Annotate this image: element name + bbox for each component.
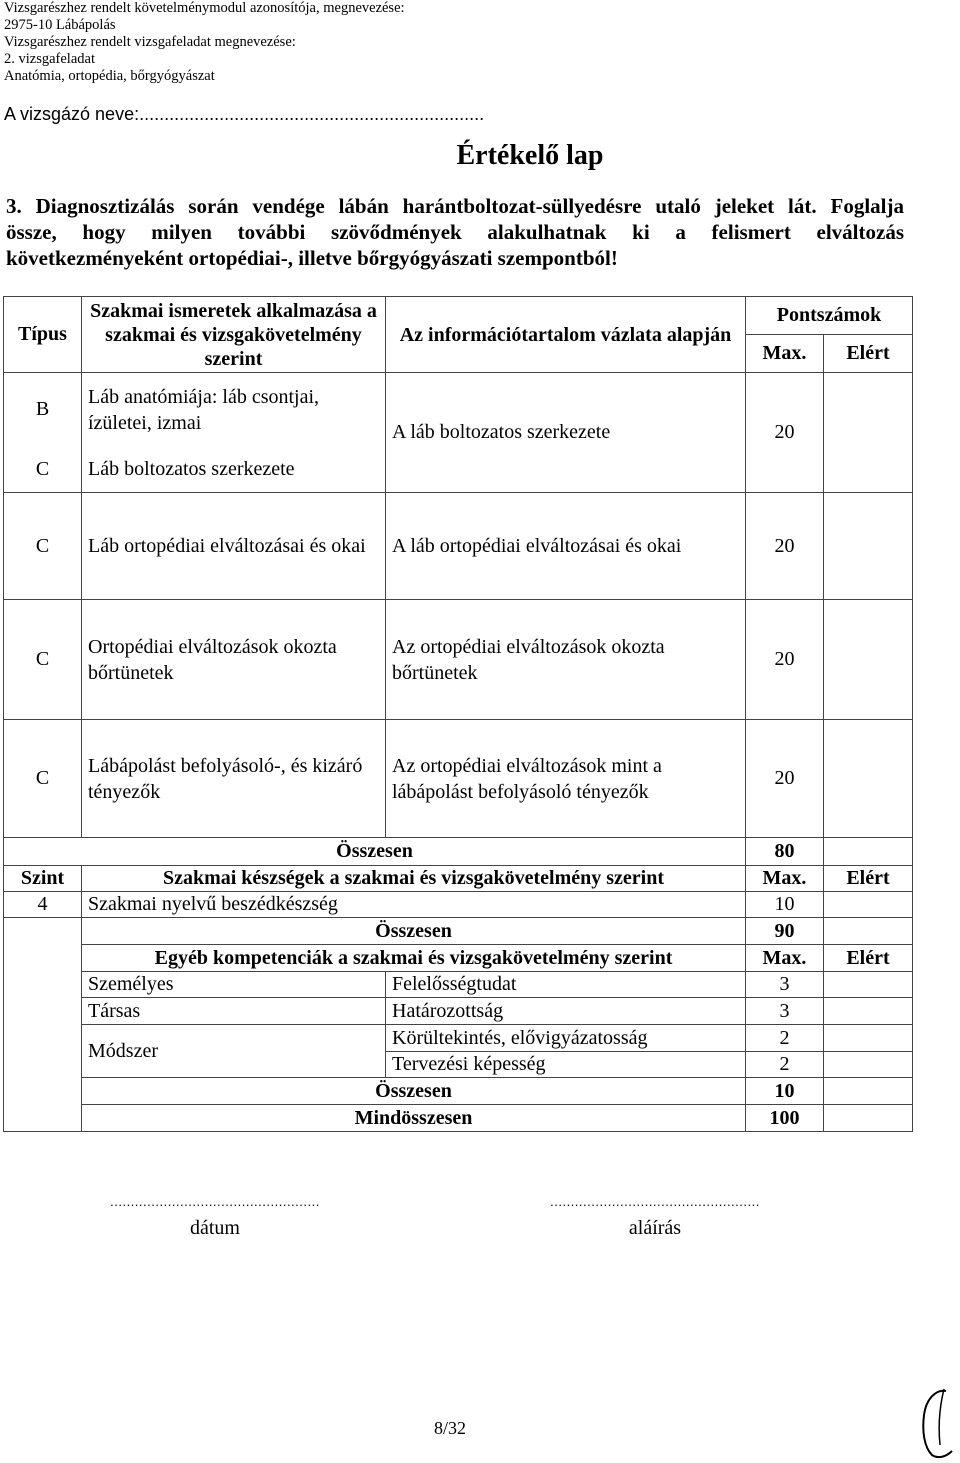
- total-label: Összesen: [4, 838, 746, 866]
- competence-achieved: [824, 1025, 913, 1052]
- row-type: B: [4, 373, 82, 447]
- competence-max: 2: [746, 1052, 824, 1078]
- head-max: Max.: [746, 335, 824, 373]
- total-achieved: [824, 838, 913, 866]
- total-value: 80: [746, 838, 824, 866]
- row-achieved: [824, 373, 913, 493]
- row-type: C: [4, 600, 82, 720]
- competence-max-head: Max.: [746, 945, 824, 972]
- competence-group: Társas: [82, 998, 386, 1025]
- blank-cell: [4, 1025, 82, 1052]
- row-type: C: [4, 447, 82, 493]
- grand-total-row: [4, 1105, 913, 1132]
- skills-achieved: [824, 892, 913, 918]
- row-content: Az ortopédiai elváltozások okozta bőrtünetek: [386, 600, 746, 720]
- row-knowledge: Láb ortopédiai elváltozásai és okai: [82, 493, 386, 600]
- total-row: [4, 838, 913, 866]
- row-type: C: [4, 720, 82, 838]
- skills-title: Szakmai készségek a szakmai és vizsgakövetelmény szerint: [82, 866, 746, 892]
- evaluation-table: [3, 296, 913, 1132]
- competence-item: Felelősségtudat: [386, 972, 746, 998]
- head-points: Pontszámok: [746, 297, 913, 335]
- total-row: [4, 1078, 913, 1105]
- row-achieved: [824, 600, 913, 720]
- blank-cell: [4, 945, 82, 972]
- row-knowledge: Lábápolást befolyásoló-, és kizáró tényezők: [82, 720, 386, 838]
- task-line: következményeként ortopédiai-, illetve bőrgyógyászati szempontból!: [6, 246, 618, 270]
- page-number: 8/32: [433, 1418, 466, 1438]
- blank-cell: [4, 998, 82, 1025]
- table-row: [4, 972, 913, 998]
- grand-total-achieved: [824, 1105, 913, 1132]
- task-line: össze, hogy milyen további szövődmények alakulhatnak ki a felismert elváltozás: [6, 220, 904, 244]
- blank-cell: [4, 1078, 82, 1105]
- competence-group: Személyes: [82, 972, 386, 998]
- row-content: A láb boltozatos szerkezete: [386, 373, 746, 493]
- document-header: [4, 0, 405, 85]
- task-line: 3. Diagnosztizálás során vendége lábán harántboltozat-süllyedésre utaló jeleket lát. Foglalja: [6, 194, 904, 218]
- total-achieved: [824, 1078, 913, 1105]
- blank-cell: [4, 1052, 82, 1078]
- head-content: Az információtartalom vázlata alapján: [386, 297, 746, 373]
- table-row: [4, 373, 913, 447]
- skills-level-head: Szint: [4, 866, 82, 892]
- blank-cell: [4, 918, 82, 945]
- table-row: [4, 892, 913, 918]
- row-max: 20: [746, 493, 824, 600]
- total-label: Összesen: [82, 918, 746, 945]
- date-signature-block: [80, 1194, 350, 1240]
- row-knowledge: Ortopédiai elváltozások okozta bőrtünetek: [82, 600, 386, 720]
- date-label: dátum: [190, 1217, 240, 1239]
- competence-group: Módszer: [82, 1025, 386, 1078]
- table-row: [4, 600, 913, 720]
- row-max: 20: [746, 373, 824, 493]
- page-title: Értékelő lap: [456, 140, 604, 171]
- signature-block: [520, 1194, 790, 1240]
- competence-item: Határozottság: [386, 998, 746, 1025]
- handwritten-initial-icon: [918, 1385, 958, 1460]
- grand-total-value: 100: [746, 1105, 824, 1132]
- signature-label: aláírás: [628, 1217, 682, 1239]
- header-task-value: 2. vizsgafeladat: [4, 51, 95, 67]
- competence-item: Tervezési képesség: [386, 1052, 746, 1078]
- competence-achieved: [824, 998, 913, 1025]
- skills-max: 10: [746, 892, 824, 918]
- competence-title: Egyéb kompetenciák a szakmai és vizsgakövetelmény szerint: [82, 945, 746, 972]
- table-row: [4, 998, 913, 1025]
- skills-head-row: [4, 866, 913, 892]
- row-type: C: [4, 493, 82, 600]
- head-type: Típus: [4, 297, 82, 373]
- header-task-label: Vizsgarészhez rendelt vizsgafeladat megnevezése:: [4, 34, 296, 50]
- table-row: [4, 1025, 913, 1052]
- table-row: [4, 720, 913, 838]
- grand-total-label: Mindösszesen: [82, 1105, 746, 1132]
- row-knowledge: Láb anatómiája: láb csontjai, ízületei, izmai: [82, 373, 386, 447]
- blank-cell: [4, 1105, 82, 1132]
- total-value: 10: [746, 1078, 824, 1105]
- table-row: [4, 493, 913, 600]
- header-task-name: Anatómia, ortopédia, bőrgyógyászat: [4, 68, 215, 84]
- date-dotted-line: ...................................................: [110, 1194, 320, 1209]
- total-achieved: [824, 918, 913, 945]
- candidate-name-line: A vizsgázó neve:.....................................................................: [4, 104, 485, 124]
- blank-cell: [4, 972, 82, 998]
- competence-max: 3: [746, 972, 824, 998]
- skills-achieved-head: Elért: [824, 866, 913, 892]
- competence-max: 2: [746, 1025, 824, 1052]
- header-module-value: 2975-10 Lábápolás: [4, 17, 116, 33]
- head-knowledge: Szakmai ismeretek alkalmazása a szakmai és vizsgakövetelmény szerint: [82, 297, 386, 373]
- row-achieved: [824, 493, 913, 600]
- row-content: A láb ortopédiai elváltozásai és okai: [386, 493, 746, 600]
- competence-max: 3: [746, 998, 824, 1025]
- row-knowledge: Láb boltozatos szerkezete: [82, 447, 386, 493]
- skills-label: Szakmai nyelvű beszédkészség: [82, 892, 746, 918]
- signature-dotted-line: ...................................................: [550, 1194, 760, 1209]
- total-value: 90: [746, 918, 824, 945]
- row-max: 20: [746, 720, 824, 838]
- head-achieved: Elért: [824, 335, 913, 373]
- competence-achieved: [824, 972, 913, 998]
- row-achieved: [824, 720, 913, 838]
- competence-achieved: [824, 1052, 913, 1078]
- competence-head-row: [4, 945, 913, 972]
- competence-item: Körültekintés, elővigyázatosság: [386, 1025, 746, 1052]
- skills-max-head: Max.: [746, 866, 824, 892]
- row-max: 20: [746, 600, 824, 720]
- competence-achieved-head: Elért: [824, 945, 913, 972]
- table-head-row: [4, 297, 913, 335]
- task-description: [6, 193, 904, 271]
- header-module-label: Vizsgarészhez rendelt követelménymodul azonosítója, megnevezése:: [4, 0, 405, 16]
- skills-level: 4: [4, 892, 82, 918]
- total-row: [4, 918, 913, 945]
- row-content: Az ortopédiai elváltozások mint a lábápolást befolyásoló tényezők: [386, 720, 746, 838]
- total-label: Összesen: [82, 1078, 746, 1105]
